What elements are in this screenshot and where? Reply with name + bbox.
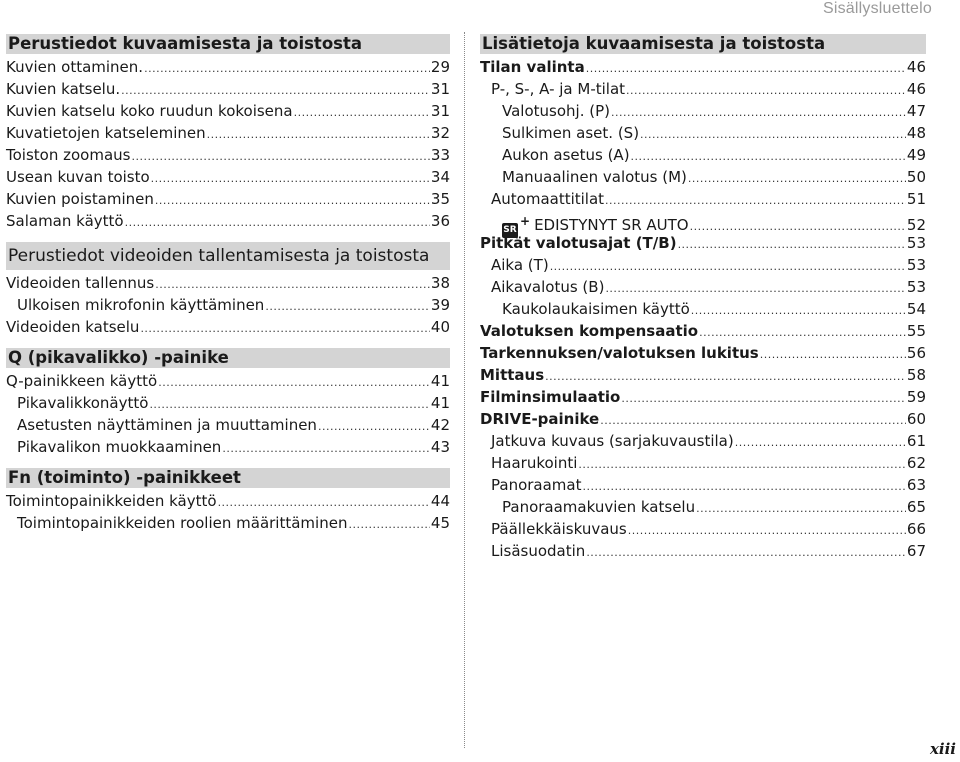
toc-entry[interactable] — [480, 144, 926, 166]
toc-page-number: 43 — [430, 438, 450, 456]
right-column — [480, 34, 926, 562]
toc-entry[interactable] — [6, 188, 450, 210]
toc-entry-label: DRIVE-painike — [480, 410, 600, 428]
toc-entry-label: Aukon asetus (A) — [502, 146, 630, 164]
toc-page-number: 61 — [906, 432, 926, 450]
toc-entry[interactable] — [6, 316, 450, 338]
dot-leader — [265, 296, 430, 318]
toc-entry[interactable] — [480, 100, 926, 122]
toc-entry-label: Automaattitilat — [491, 190, 605, 208]
toc-page-number: 40 — [430, 318, 450, 336]
toc-entry-label: Pitkät valotusajat (T/B) — [480, 234, 677, 252]
toc-entry-label: Tilan valinta — [480, 58, 585, 76]
toc-entry[interactable] — [480, 430, 926, 452]
toc-page-number: 50 — [906, 168, 926, 186]
toc-page-number: 33 — [430, 146, 450, 164]
toc-entry-label: Aikavalotus (B) — [491, 278, 605, 296]
toc-page-number: 66 — [906, 520, 926, 538]
toc-entry[interactable] — [480, 232, 926, 254]
toc-page-number: 53 — [906, 256, 926, 274]
toc-entry-label: Videoiden tallennus — [6, 274, 155, 292]
toc-entry-label: Pikavalikon muokkaaminen — [17, 438, 222, 456]
page-header: Sisällysluettelo — [822, 0, 932, 17]
toc-page-number: 54 — [906, 300, 926, 318]
dot-leader — [348, 514, 429, 536]
dot-leader — [678, 234, 906, 256]
toc-entry[interactable] — [480, 474, 926, 496]
toc-entry-label: Valotuksen kompensaatio — [480, 322, 699, 340]
dot-leader — [631, 146, 906, 168]
toc-page-number: 55 — [906, 322, 926, 340]
toc-page-number: 41 — [430, 394, 450, 412]
toc-page-number: 49 — [906, 146, 926, 164]
dot-leader — [155, 274, 430, 296]
toc-entry-label: Jatkuva kuvaus (sarjakuvaustila) — [491, 432, 734, 450]
toc-entry[interactable] — [480, 452, 926, 474]
dot-leader — [207, 124, 430, 146]
toc-page-number: 38 — [430, 274, 450, 292]
dot-leader — [760, 344, 906, 366]
dot-leader — [640, 124, 906, 146]
toc-page-number: 59 — [906, 388, 926, 406]
section-heading: Q (pikavalikko) -painike — [6, 348, 450, 368]
toc-entry-label: Tarkennuksen/valotuksen lukitus — [480, 344, 759, 362]
toc-entry[interactable] — [480, 298, 926, 320]
toc-page-number: 35 — [430, 190, 450, 208]
toc-entry[interactable] — [6, 490, 450, 512]
toc-entry[interactable] — [6, 370, 450, 392]
toc-entry-label: Mittaus — [480, 366, 545, 384]
dot-leader — [605, 190, 906, 212]
toc-entry[interactable] — [6, 78, 450, 100]
left-column — [6, 34, 450, 534]
toc-entry[interactable] — [6, 294, 450, 316]
dot-leader — [688, 168, 906, 190]
toc-entry[interactable] — [6, 512, 450, 534]
toc-page-number: 32 — [430, 124, 450, 142]
toc-page-number: 62 — [906, 454, 926, 472]
toc-entry[interactable] — [480, 254, 926, 276]
dot-leader — [621, 388, 906, 410]
toc-entry-label: Valotusohj. (P) — [502, 102, 610, 120]
dot-leader — [125, 212, 430, 234]
toc-entry[interactable] — [480, 408, 926, 430]
toc-entry-label: Haarukointi — [491, 454, 578, 472]
dot-leader — [605, 278, 905, 300]
scene-recognition-icon: SR — [502, 223, 518, 238]
section-heading: Perustiedot videoiden tallentamisesta ja toistosta — [6, 242, 450, 270]
toc-entry-label: Ulkoisen mikrofonin käyttäminen — [17, 296, 265, 314]
page-number: xiii — [929, 740, 956, 758]
toc-entry[interactable] — [480, 188, 926, 210]
toc-page-number: 51 — [906, 190, 926, 208]
toc-page-number: 41 — [430, 372, 450, 390]
dot-leader — [545, 366, 906, 388]
dot-leader — [600, 410, 906, 432]
toc-entry[interactable] — [6, 100, 450, 122]
toc-page-number: 47 — [906, 102, 926, 120]
toc-entry-label: Panoraamakuvien katselu — [502, 498, 696, 516]
toc-entry[interactable] — [480, 386, 926, 408]
toc-entry[interactable] — [480, 122, 926, 144]
dot-leader — [611, 102, 906, 124]
toc-entry-label: Kuvien ottaminen. — [6, 58, 144, 76]
toc-page-number: 34 — [430, 168, 450, 186]
toc-entry-label: Kuvatietojen katseleminen — [6, 124, 206, 142]
toc-page-number: 65 — [906, 498, 926, 516]
toc-entry-label: Kuvien katselu. — [6, 80, 121, 98]
dot-leader — [626, 80, 906, 102]
dot-leader — [121, 80, 430, 102]
dot-leader — [140, 318, 429, 340]
toc-entry[interactable] — [6, 56, 450, 78]
toc-entry[interactable] — [480, 276, 926, 298]
toc-entry[interactable] — [6, 272, 450, 294]
toc-entry[interactable] — [6, 436, 450, 458]
toc-entry[interactable] — [480, 210, 926, 235]
section-heading: Fn (toiminto) -painikkeet — [6, 468, 450, 488]
toc-entry-text: EDISTYNYT SR AUTO — [534, 216, 689, 234]
toc-entry-label: Kuvien poistaminen — [6, 190, 154, 208]
dot-leader — [318, 416, 430, 438]
toc-entry[interactable] — [480, 166, 926, 188]
toc-entry[interactable] — [480, 540, 926, 562]
toc-page-number: 63 — [906, 476, 926, 494]
toc-entry[interactable] — [480, 364, 926, 386]
toc-entry[interactable] — [6, 414, 450, 436]
toc-page-number: 48 — [906, 124, 926, 142]
toc-page-number: 39 — [430, 296, 450, 314]
dot-leader — [586, 58, 906, 80]
plus-icon: + — [520, 214, 531, 228]
toc-page-number: 60 — [906, 410, 926, 428]
toc-entry-label: Usean kuvan toisto — [6, 168, 150, 186]
dot-leader — [151, 168, 430, 190]
dot-leader — [691, 300, 906, 322]
toc-entry[interactable] — [480, 78, 926, 100]
column-divider — [464, 32, 465, 748]
toc-entry-label: Aika (T) — [491, 256, 549, 274]
toc-page-number: 36 — [430, 212, 450, 230]
dot-leader — [218, 492, 430, 514]
toc-entry-label: Panoraamat — [491, 476, 582, 494]
dot-leader — [586, 542, 906, 564]
dot-leader — [628, 520, 906, 542]
toc-page-number: 45 — [430, 514, 450, 532]
toc-page-number: 44 — [430, 492, 450, 510]
toc-page-number: 56 — [906, 344, 926, 362]
dot-leader — [294, 102, 430, 124]
toc-page-number: 29 — [430, 58, 450, 76]
toc-entry-label: Manuaalinen valotus (M) — [502, 168, 687, 186]
toc-entry-label: Toimintopainikkeiden roolien määrittäminen — [17, 514, 348, 532]
toc-entry-label: Salaman käyttö — [6, 212, 124, 230]
dot-leader — [158, 372, 430, 394]
toc-page-number: 46 — [906, 80, 926, 98]
toc-page-number: 53 — [906, 234, 926, 252]
dot-leader — [155, 190, 430, 212]
dot-leader — [222, 438, 430, 460]
toc-page-number: 31 — [430, 80, 450, 98]
toc-entry-label: Toiston zoomaus — [6, 146, 131, 164]
toc-page-number: 31 — [430, 102, 450, 120]
toc-page-number: 52 — [906, 216, 926, 234]
toc-entry[interactable] — [6, 392, 450, 414]
toc-entry-label: Kaukolaukaisimen käyttö — [502, 300, 690, 318]
dot-leader — [696, 498, 906, 520]
toc-entry[interactable] — [480, 518, 926, 540]
toc-entry-label: Sulkimen aset. (S) — [502, 124, 640, 142]
toc-entry-label: P-, S-, A- ja M-tilat — [491, 80, 626, 98]
toc-entry-label: Filminsimulaatio — [480, 388, 621, 406]
toc-entry-label: Videoiden katselu — [6, 318, 140, 336]
dot-leader — [578, 454, 906, 476]
dot-leader — [131, 146, 429, 168]
section-heading: Perustiedot kuvaamisesta ja toistosta — [6, 34, 450, 54]
toc-entry-label: Asetusten näyttäminen ja muuttaminen — [17, 416, 317, 434]
toc-entry[interactable] — [480, 320, 926, 342]
toc-page-number: 42 — [430, 416, 450, 434]
dot-leader — [550, 256, 906, 278]
toc-entry-label: Lisäsuodatin — [491, 542, 586, 560]
toc-entry[interactable] — [480, 496, 926, 518]
dot-leader — [149, 394, 429, 416]
toc-page-number: 67 — [906, 542, 926, 560]
dot-leader — [735, 432, 906, 454]
toc-entry[interactable] — [480, 342, 926, 364]
toc-page-number: 46 — [906, 58, 926, 76]
toc-entry-label: Q-painikkeen käyttö — [6, 372, 158, 390]
toc-entry[interactable] — [6, 144, 450, 166]
toc-entry[interactable] — [6, 122, 450, 144]
toc-entry-label: Toimintopainikkeiden käyttö — [6, 492, 217, 510]
toc-entry-label: Kuvien katselu koko ruudun kokoisena — [6, 102, 293, 120]
toc-entry[interactable] — [480, 56, 926, 78]
toc-entry-label: Pikavalikkonäyttö — [17, 394, 149, 412]
section-heading: Lisätietoja kuvaamisesta ja toistosta — [480, 34, 926, 54]
toc-page-number: 58 — [906, 366, 926, 384]
toc-entry[interactable] — [6, 210, 450, 232]
toc-page-number: 53 — [906, 278, 926, 296]
toc-entry[interactable] — [6, 166, 450, 188]
dot-leader — [582, 476, 905, 498]
dot-leader — [699, 322, 906, 344]
toc-entry-label: Päällekkäiskuvaus — [491, 520, 627, 538]
dot-leader — [144, 58, 430, 80]
